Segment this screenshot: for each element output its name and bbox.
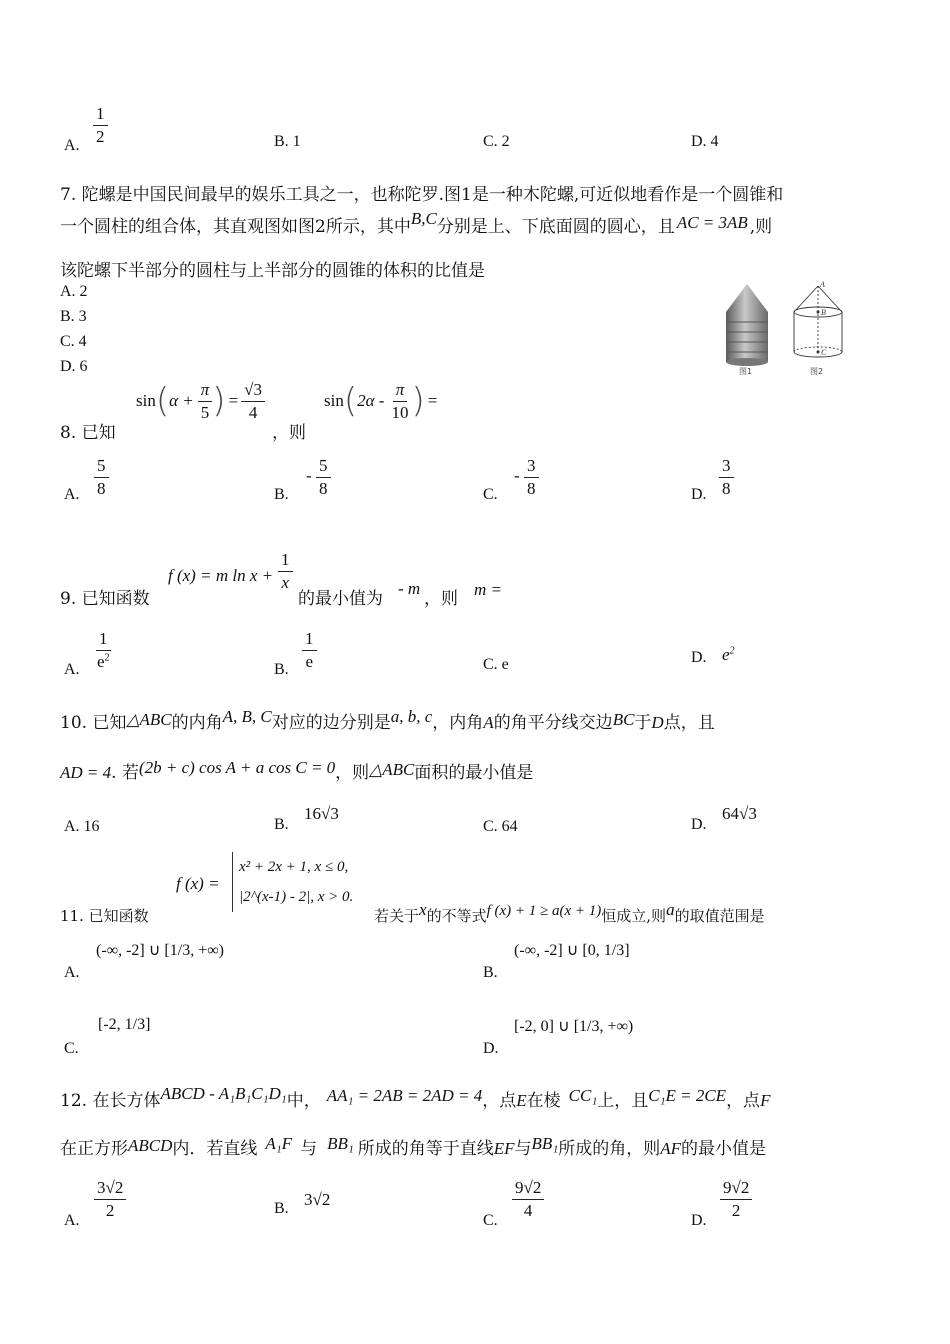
q10-abc-low: a, b, c [390,707,433,726]
q12-option-c-label: C. [483,1212,498,1229]
q9-a-num: 1 [96,629,111,651]
q12-option-b-val: 3√2 [304,1190,331,1209]
fig2-caption: 图2 [810,367,824,376]
q8-option-c-sign: - [514,466,520,485]
fig-label-b: B [821,308,826,317]
q11-option-d-label: D. [483,1040,499,1057]
q9-m-eq: m = [474,580,502,599]
q7-line-2a: 一个圆柱的组合体，其直观图如图2所示，其中 [60,217,411,237]
q11-option-a-val: (-∞, -2] ∪ [1/3, +∞) [96,942,224,959]
q9-option-b-label: B. [274,661,289,678]
q12-t5: ，点 [726,1091,761,1111]
q10-line-2 [60,758,533,783]
q12-d-num: 9√2 [720,1178,752,1200]
q8-five: 5 [200,402,210,422]
q12-l2-t1: 在正方形 [60,1139,128,1159]
q9-then: ，则 [424,589,458,609]
q12-line-2 [60,1134,766,1159]
q10-tri: △ABC [126,710,172,729]
q11-option-d-val: [-2, 0] ∪ [1/3, +∞) [514,1018,634,1035]
q12-a-num: 3√2 [94,1178,126,1200]
q8-option-b-fraction [316,456,331,498]
q8-pi-over-5 [198,380,213,422]
q8-ten: 10 [391,402,409,422]
q11-piecewise [232,852,353,912]
q11-option-a-label: A. [64,964,80,981]
q10-A: A [483,713,494,732]
q8-then: ，则 [272,423,306,443]
q7-figure-svg [720,278,848,376]
spinning-top-photo [726,284,768,366]
q10-option-d-label: D. [691,816,707,833]
q10-l2-tri: △ABC [369,760,415,779]
q9-b-den: e [305,651,314,671]
q12-prefix: 12. 在长方体 [60,1091,161,1111]
q12-c1e: C₁E = 2CE [648,1086,727,1105]
q8-target-rparen: ) [411,381,425,422]
q6-option-c: C. 2 [483,133,510,150]
q12-option-d-label: D. [691,1212,707,1229]
q8-c-den: 8 [527,478,536,498]
q10-line-1 [60,708,715,733]
q12-l2-t5: 与 [514,1139,532,1159]
q8-target [324,380,437,422]
q9-option-d-label: D. [691,649,707,666]
q12-option-c-fraction [512,1178,544,1220]
q12-line-1 [60,1086,770,1111]
q10-D: D [651,713,664,732]
q10-t2: 对应的边分别是 [271,713,391,733]
q11-option-b-label: B. [483,964,498,981]
q12-af: AF [660,1139,682,1158]
q9-d-sup: 2 [729,645,735,657]
q11-t2: 的不等式 [426,907,487,925]
q12-box: ABCD - A₁B₁C₁D₁ [160,1084,287,1103]
q9-b-num: 1 [302,629,317,651]
q7-option-b: B. 3 [60,308,87,325]
q9-option-c: C. e [483,656,509,673]
q12-bb1b: BB₁ [531,1134,559,1153]
q12-abcd: ABCD [128,1136,173,1155]
q11-fx: f (x) = [176,874,220,893]
q8-option-d-label: D. [691,486,707,503]
q12-c-num: 9√2 [512,1178,544,1200]
q9-fx: f (x) = m ln x + [168,566,274,585]
q12-option-a-label: A. [64,1212,80,1229]
q8-option-b-label: B. [274,486,289,503]
q8-pi-2: π [393,380,408,402]
q6-a-den: 2 [96,126,105,146]
q6-option-a-label: A. [64,137,80,154]
q11-option-c-label: C. [64,1040,79,1057]
q12-option-b-label: B. [274,1200,289,1217]
q7-line-2b: 分别是上、下底面圆的圆心，且 [436,217,675,237]
q9-a-den: e [97,651,105,671]
q7-bc: B,C [410,209,437,228]
q12-option-d-fraction [720,1178,752,1220]
q12-t3: 在棱 [526,1091,561,1111]
q7-line-3: 该陀螺下半部分的圆柱与上半部分的圆锥的体积的比值是 [60,261,485,281]
q7-option-d: D. 6 [60,358,88,375]
q8-c-num: 3 [524,456,539,478]
q11-case-2: |2^(x-1) - 2|, x > 0. [239,889,354,905]
q12-E: E [516,1091,527,1110]
q12-F: F [760,1091,771,1110]
q11-t4: 的取值范围是 [674,907,765,925]
q8-lparen: ( [155,381,170,422]
q8-sqrt3: √3 [241,380,265,402]
q12-option-a-fraction [94,1178,126,1220]
q11-x: x [419,900,427,919]
q7-line-1: 7. 陀螺是中国民间最早的娱乐工具之一，也称陀罗.图1是一种木陀螺,可近似地看作是一个圆锥和 [60,185,784,205]
cone-cylinder-diagram [794,286,842,357]
q8-b-den: 8 [319,478,328,498]
q11-ineq: f (x) + 1 ≥ a(x + 1) [486,903,602,919]
q9-option-a-fraction [94,629,113,671]
q8-d-den: 8 [722,478,731,498]
q8-d-num: 3 [719,456,734,478]
q7-line-2 [60,209,773,237]
q12-c-den: 4 [523,1200,533,1220]
q12-ef: EF [493,1139,515,1158]
q12-t1: 中， [286,1091,321,1111]
q6-option-b: B. 1 [274,133,301,150]
q7-line-2c: ,则 [749,217,773,237]
q10-t5: 于 [634,713,652,733]
q11-prefix: 11. 已知函数 [60,907,149,925]
q11-option-b-val: (-∞, -2] ∪ [0, 1/3] [514,942,630,959]
q9-option-b-fraction [302,629,317,671]
q9-option-a-label: A. [64,661,80,678]
q11-t1: 若关于 [374,907,420,925]
q8-sin: sin [136,391,156,411]
q12-l2-t3: 与 [300,1139,318,1159]
q7-figure [720,278,848,376]
q10-t6: 点，且 [663,713,715,733]
q10-l2-t2: ，则 [335,763,370,783]
q9-mid: 的最小值为 [298,589,383,609]
q12-lens: AA₁ = 2AB = 2AD = 4 [326,1086,483,1105]
q10-BC: BC [612,710,635,729]
q8-a-den: 8 [97,478,106,498]
q8-pi-over-10 [388,380,411,422]
q10-t4: 的角平分线交边 [493,713,613,733]
q10-l2-t3: 面积的最小值是 [414,763,534,783]
q8-a-num: 5 [94,456,109,478]
q10-cond: (2b + c) cos A + a cos C = 0 [138,758,336,777]
q9-d-base: e [722,645,730,664]
q10-prefix: 10. 已知 [60,713,127,733]
fig-label-c: C [821,348,827,357]
q8-option-d-fraction [719,456,734,498]
q7-option-c: C. 4 [60,333,87,350]
q8-sqrt3-over-4 [241,380,265,422]
q9-one-over-x [278,550,293,592]
q8-four: 4 [248,402,258,422]
q12-a1f: A₁F [265,1134,293,1153]
q8-option-c-fraction [524,456,539,498]
fig-label-a: A [820,280,825,289]
q12-d-den: 2 [731,1200,741,1220]
q8-target-eq: = [427,391,438,411]
q8-eq: = [228,391,239,411]
q6-a-num: 1 [93,104,108,126]
q7-option-a: A. 2 [60,283,88,300]
q11-t3: 恒成立,则 [601,907,667,925]
q11-case-1: x² + 2x + 1, x ≤ 0, [239,859,349,875]
q10-option-d-val: 64√3 [722,804,757,823]
q12-bb1: BB₁ [327,1134,354,1153]
q8-option-a-fraction [94,456,109,498]
q9-neg-m: - m [398,579,421,598]
q8-pi: π [198,380,213,402]
q12-l2-t4: 所成的角等于直线 [357,1139,494,1159]
q12-cc1: CC₁ [568,1086,598,1105]
q10-t3: ，内角 [432,713,484,733]
q9-a-sup: 2 [104,651,110,663]
q9-option-d-val [722,645,735,665]
q12-a-den: 2 [105,1200,115,1220]
q7-ac-eq: AC = 3AB [676,213,748,232]
q9-one: 1 [278,550,293,572]
q12-t4: 上，且 [597,1091,649,1111]
q11-condition [374,900,765,926]
q10-l2-t1: . 若 [111,763,139,783]
q8-two-alpha-minus: 2α - [357,391,385,411]
q8-prefix: 8. 已知 [60,423,116,443]
q10-option-c: C. 64 [483,818,518,835]
q8-option-a-label: A. [64,486,80,503]
q10-abc-caps: A, B, C [222,707,272,726]
q8-rparen: ) [212,381,226,422]
q8-option-c-label: C. [483,486,498,503]
q12-t2: ，点 [482,1091,517,1111]
q8-target-sin: sin [324,391,344,411]
q10-ad: AD = 4 [60,763,112,782]
q9-prefix: 9. 已知函数 [60,589,150,609]
q12-l2-t6: 所成的角，则 [558,1139,661,1159]
q11-a: a [666,900,675,919]
q8-alpha-plus: α + [169,391,194,411]
q6-option-d: D. 4 [691,133,719,150]
q12-l2-t7: 的最小值是 [681,1139,767,1159]
q8-option-b-sign: - [306,466,312,485]
q10-t1: 的内角 [171,713,223,733]
q11-option-c-val: [-2, 1/3] [98,1016,151,1033]
q10-option-b-val: 16√3 [304,804,339,823]
q10-option-a: A. 16 [64,818,100,835]
fig1-caption: 图1 [739,367,753,376]
q9-x: x [281,572,290,592]
q10-option-b-label: B. [274,816,289,833]
q8-b-num: 5 [316,456,331,478]
q12-l2-t2: 内．若直线 [172,1139,258,1159]
q6-option-a-fraction [93,104,108,146]
q8-given [136,380,265,422]
q8-target-lparen: ( [343,381,358,422]
